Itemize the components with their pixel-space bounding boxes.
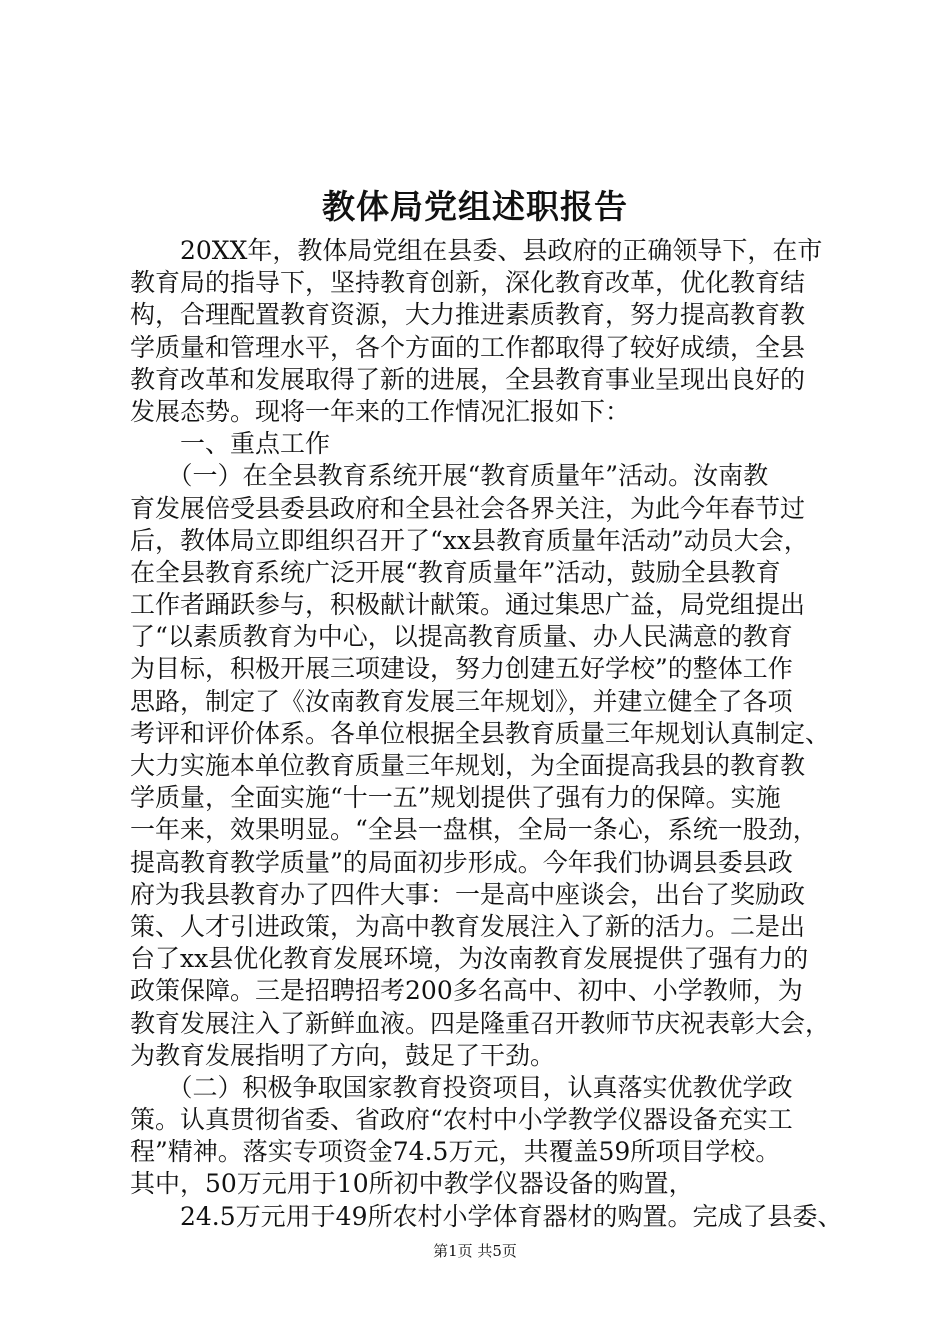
- section-heading: 一、重点工作: [130, 429, 331, 459]
- body-line: 政策保障。三是招聘招考200多名高中、初中、小学教师，为: [130, 976, 803, 1006]
- body-line: 程”精神。落实专项资金74.5万元，共覆盖59所项目学校。: [130, 1137, 781, 1167]
- body-line: 提高教育教学质量”的局面初步形成。今年我们协调县委县政: [130, 847, 793, 877]
- document-body: [130, 235, 843, 1233]
- body-line: （一）在全县教育系统开展“教育质量年”活动。汝南教: [130, 461, 769, 491]
- body-line: 教育局的指导下，坚持教育创新，深化教育改革，优化教育结: [130, 268, 806, 298]
- body-line: 台了xx县优化教育发展环境，为汝南教育发展提供了强有力的: [130, 944, 809, 974]
- body-line: 教育改革和发展取得了新的进展，全县教育事业呈现出良好的: [130, 364, 806, 394]
- body-line: 学质量和管理水平，各个方面的工作都取得了较好成绩，全县: [130, 332, 806, 362]
- document-title: 教体局党组述职报告: [322, 187, 628, 226]
- body-line: 思路，制定了《汝南教育发展三年规划》，并建立健全了各项: [130, 686, 793, 716]
- body-line: 一年来，效果明显。“全县一盘棋，全局一条心，系统一股劲，: [130, 815, 818, 845]
- body-line: 后，教体局立即组织召开了“xx县教育质量年活动”动员大会，: [130, 525, 809, 555]
- body-line: 为教育发展指明了方向，鼓足了干劲。: [130, 1040, 556, 1070]
- body-line: 为目标，积极开展三项建设，努力创建五好学校”的整体工作: [130, 654, 793, 684]
- body-line: 考评和评价体系。各单位根据全县教育质量三年规划认真制定、: [130, 718, 831, 748]
- body-line: 学质量，全面实施“十一五”规划提供了强有力的保障。实施: [130, 783, 781, 813]
- body-line: 策。认真贯彻省委、省政府“农村中小学教学仪器设备充实工: [130, 1105, 793, 1135]
- body-line: 大力实施本单位教育质量三年规划，为全面提高我县的教育教: [130, 751, 806, 780]
- body-line: 府为我县教育办了四件大事：一是高中座谈会，出台了奖励政: [130, 879, 806, 909]
- body-line: 构，合理配置教育资源，大力推进素质教育，努力提高教育教: [130, 300, 806, 330]
- body-line: 教育发展注入了新鲜血液。四是隆重召开教师节庆祝表彰大会，: [130, 1008, 831, 1038]
- body-line: 工作者踊跃参与，积极献计献策。通过集思广益，局党组提出: [130, 590, 806, 620]
- body-line: 在全县教育系统广泛开展“教育质量年”活动，鼓励全县教育: [130, 557, 781, 587]
- body-line: 了“以素质教育为中心，以提高教育质量、办人民满意的教育: [130, 622, 793, 652]
- body-line: 其中，50万元用于10所初中教学仪器设备的购置，: [130, 1169, 694, 1199]
- body-line: 24.5万元用于49所农村小学体育器材的购置。完成了县委、: [130, 1201, 843, 1231]
- body-line: 策、人才引进政策，为高中教育发展注入了新的活力。二是出: [130, 911, 806, 941]
- page-footer: 第1页 共5页: [433, 1242, 517, 1260]
- body-line: 发展态势。现将一年来的工作情况汇报如下：: [130, 396, 631, 426]
- body-line: （二）积极争取国家教育投资项目，认真落实优教优学政: [130, 1072, 793, 1102]
- body-line: 20XX年，教体局党组在县委、县政府的正确领导下，在市: [130, 236, 823, 265]
- body-line: 育发展倍受县委县政府和全县社会各界关注，为此今年春节过: [130, 493, 806, 523]
